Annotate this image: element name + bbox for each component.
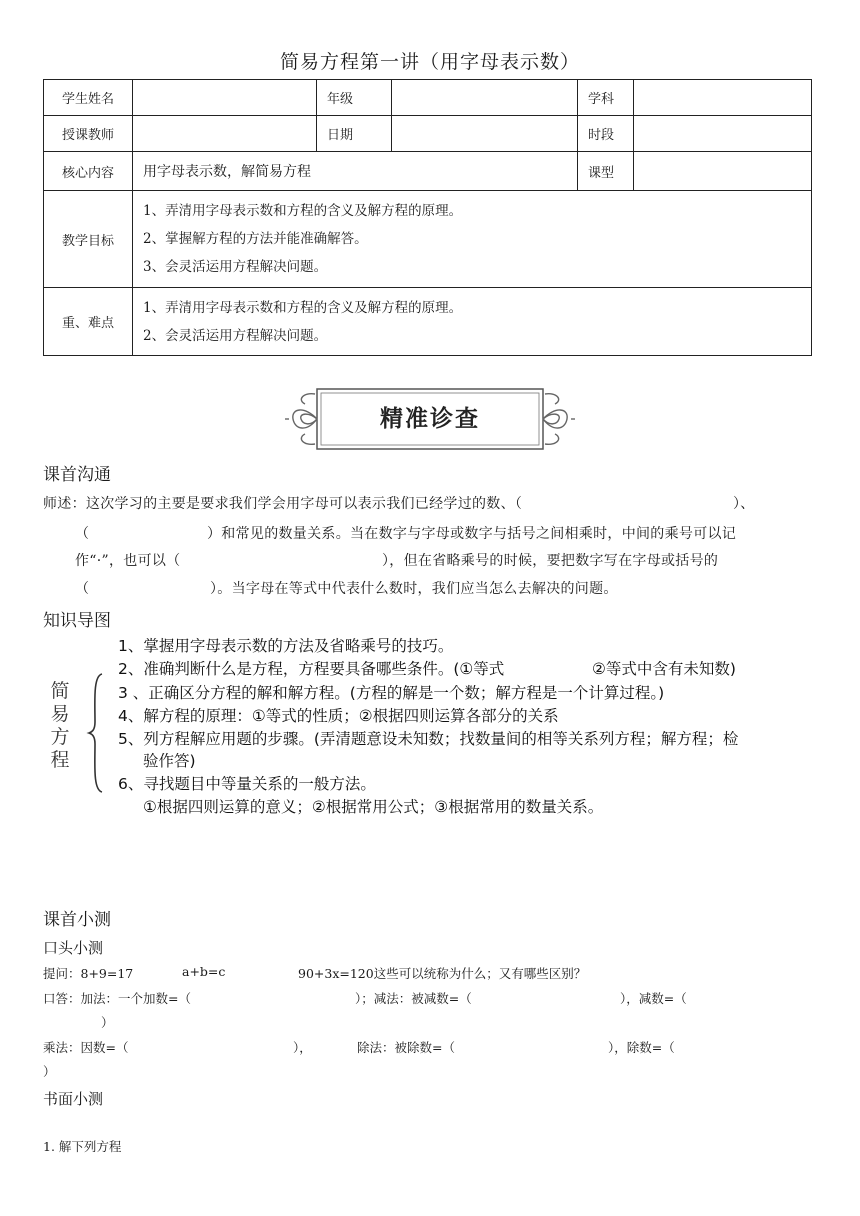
mindmap-item: 4、解方程的原理：①等式的性质；②根据四则运算各部分的关系 (118, 707, 559, 725)
quiz-answer: ），除数=（ (608, 1040, 675, 1055)
quiz-answer: 口答：加法：一个加数=（ (43, 991, 191, 1006)
quiz-answer: ） (43, 1064, 56, 1079)
mindmap-item: 5、列方程解应用题的步骤。(弄清题意设未知数；找数量间的相等关系列方程；解方程；检 (118, 730, 739, 748)
key-points-label: 重、难点 (44, 288, 133, 356)
intro-text: 作“·”，也可以（ (75, 553, 181, 569)
intro-text: ）、 (733, 496, 755, 512)
date-field[interactable] (392, 116, 578, 152)
lesson-type-label: 课型 (578, 152, 634, 191)
mindmap-item: 6、寻找题目中等量关系的一般方法。 (118, 775, 376, 793)
intro-text: ）。当字母在等式中代表什么数时，我们应当怎么去解决的问题。 (210, 581, 618, 597)
mindmap-root: 简易方程 (50, 680, 70, 771)
grade-field[interactable] (392, 80, 578, 116)
period-label: 时段 (578, 116, 634, 152)
quiz-question: a+b=c (182, 964, 226, 979)
quiz-answer: ），减数=（ (620, 991, 687, 1006)
section-heading-quiz: 课首小测 (43, 910, 111, 930)
quiz-answer: 除法：被除数=（ (357, 1040, 455, 1055)
goal-item: 1、弄清用字母表示数和方程的含义及解方程的原理。 (143, 203, 463, 219)
quiz-question: 90+3x=120这些可以统称为什么；又有哪些区别？ (298, 966, 587, 981)
section-heading-map: 知识导图 (43, 611, 111, 631)
intro-text: （ (75, 526, 90, 542)
goal-item: 3、会灵活运用方程解决问题。 (143, 259, 328, 275)
oral-quiz-heading: 口头小测 (43, 939, 104, 957)
mindmap-item: 3 、正确区分方程的解和解方程。(方程的解是一个数；解方程是一个计算过程。) (118, 684, 665, 702)
quiz-answer: ） (101, 1015, 114, 1030)
table-row (44, 116, 812, 152)
lesson-type-field[interactable] (634, 152, 812, 191)
core-content-label: 核心内容 (44, 152, 133, 191)
quiz-question: 提问：8+9=17 (43, 966, 134, 981)
intro-text: 师述：这次学习的主要是要求我们学会用字母可以表示我们已经学过的数、（ (43, 496, 523, 512)
table-row (44, 80, 812, 116)
page-title: 简易方程第一讲（用字母表示数） (279, 51, 580, 73)
student-name-label: 学生姓名 (44, 80, 133, 116)
brace-icon (86, 672, 106, 794)
core-content-value: 用字母表示数，解简易方程 (133, 152, 578, 191)
quiz-answer: ）；减法：被减数=（ (355, 991, 472, 1006)
table-row (44, 288, 812, 356)
period-field[interactable] (634, 116, 812, 152)
quiz-answer: ）， (293, 1040, 312, 1055)
written-quiz-heading: 书面小测 (43, 1090, 104, 1108)
key-points (133, 288, 812, 356)
written-quiz-task: 1. 解下列方程 (43, 1139, 122, 1154)
teacher-field[interactable] (133, 116, 317, 152)
lesson-info-table (43, 79, 812, 356)
intro-text: ），但在省略乘号的时候，要把数字写在字母或括号的 (382, 553, 719, 569)
intro-text: （ (75, 581, 90, 597)
date-label: 日期 (317, 116, 392, 152)
quiz-answer: 乘法：因数=（ (43, 1040, 129, 1055)
key-point-item: 1、弄清用字母表示数和方程的含义及解方程的原理。 (143, 299, 463, 316)
subject-field[interactable] (634, 80, 812, 116)
key-point-item: 2、会灵活运用方程解决问题。 (143, 327, 328, 344)
intro-text: ）和常见的数量关系。当在数字与字母或数字与括号之间相乘时，中间的乘号可以记 (207, 526, 737, 542)
mindmap-item: 验作答) (143, 752, 196, 770)
teaching-goals (133, 191, 812, 288)
mindmap-item: ①根据四则运算的意义；②根据常用公式；③根据常用的数量关系。 (143, 798, 604, 816)
student-name-field[interactable] (133, 80, 317, 116)
goal-item: 2、掌握解方程的方法并能准确解答。 (143, 231, 368, 247)
subject-label: 学科 (578, 80, 634, 116)
grade-label: 年级 (317, 80, 392, 116)
table-row (44, 152, 812, 191)
table-row (44, 191, 812, 288)
banner-title: 精准诊查 (380, 405, 480, 432)
mindmap-item: 1、掌握用字母表示数的方法及省略乘号的技巧。 (118, 637, 454, 655)
teacher-label: 授课教师 (44, 116, 133, 152)
mindmap-item: ②等式中含有未知数) (592, 660, 736, 678)
teaching-goals-label: 教学目标 (44, 191, 133, 288)
section-heading-intro: 课首沟通 (43, 465, 111, 485)
mindmap-item: 2、准确判断什么是方程，方程要具备哪些条件。(①等式 (118, 660, 505, 678)
